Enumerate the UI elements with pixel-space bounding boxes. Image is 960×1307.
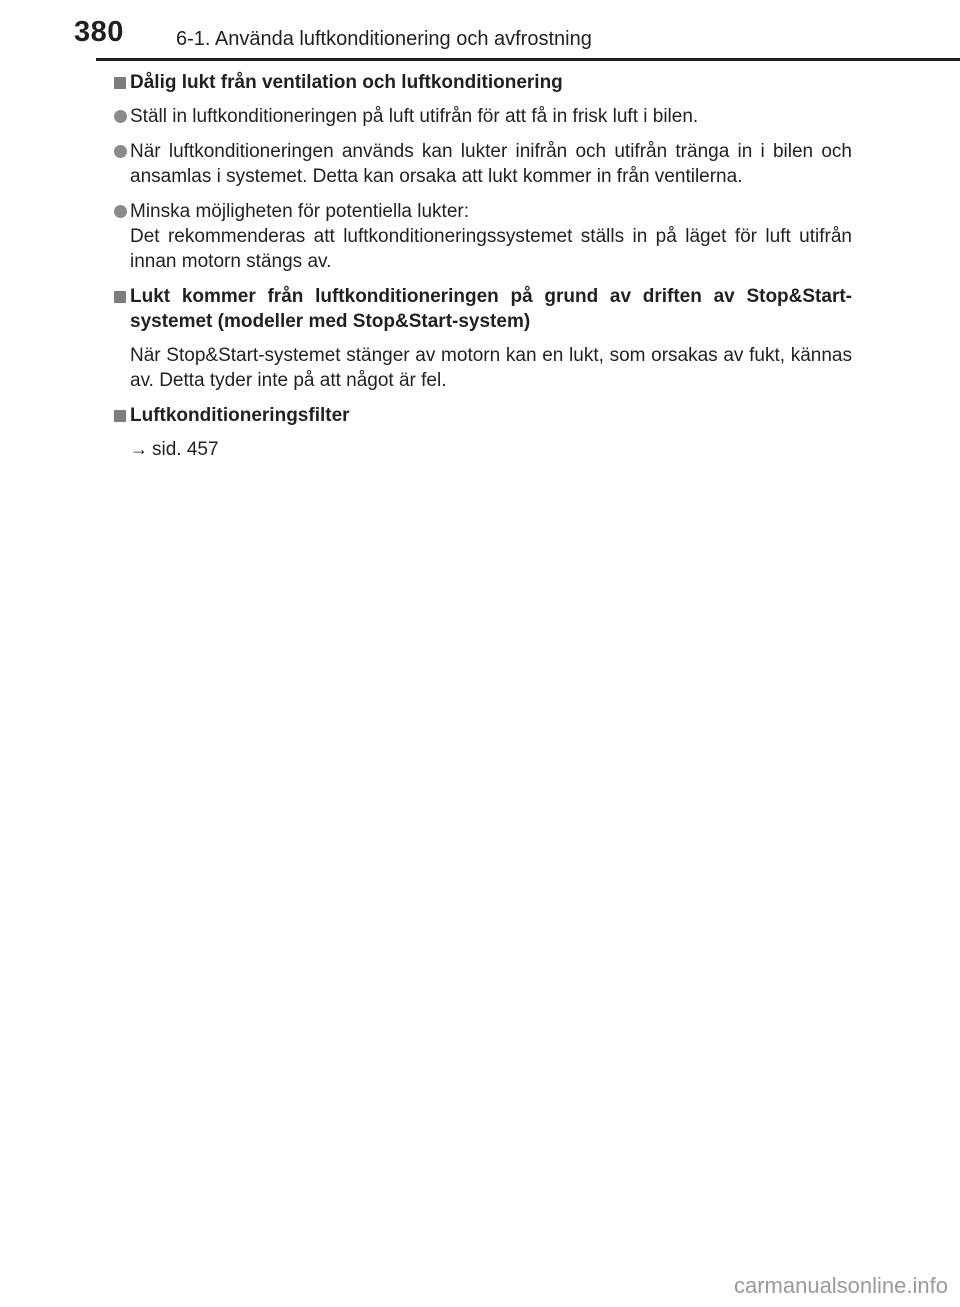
page-number: 380 [74,16,124,48]
bullet-item [112,139,852,189]
page-header [0,0,960,66]
heading-text: Lukt kommer från luftkonditioneringen på grund av driften av Stop&Start-systemet (modeller med Stop&Start-system) [130,286,852,332]
square-bullet-icon [114,291,126,303]
bullet-text: Det rekommenderas att luftkonditioneringssystemet ställs in på läget för luft utifrån innan motorn stängs av. [130,226,852,272]
bullet-text: Ställ in luftkonditioneringen på luft utifrån för att få in frisk luft i bilen. [130,106,699,127]
bullet-text: Minska möjligheten för potentiella lukter: [130,201,470,222]
section-heading-filter [112,403,852,428]
page-reference[interactable] [112,437,852,462]
heading-text: Dålig lukt från ventilation och luftkonditionering [130,72,563,93]
round-bullet-icon [114,145,127,158]
section-paragraph: När Stop&Start-systemet stänger av motorn kan en lukt, som orsakas av fukt, kännas av. Detta tyder inte på att något är fel. [130,345,852,391]
round-bullet-icon [114,205,127,218]
reference-text[interactable]: sid. 457 [152,439,219,460]
watermark-logo: carmanualsonline.info [733,1273,948,1298]
arrow-right-icon: → [130,439,148,459]
section-heading-bad-odor [112,70,852,95]
section-heading-stop-start-odor [112,284,852,334]
header-rule [96,58,960,61]
bullet-item [112,104,852,129]
square-bullet-icon [114,410,126,422]
round-bullet-icon [114,110,127,123]
page-content [112,70,852,472]
section-title: 6-1. Använda luftkonditionering och avfrostning [176,28,592,50]
bullet-item [112,199,852,274]
bullet-text: När luftkonditioneringen används kan lukter inifrån och utifrån tränga in i bilen och ansamlas i systemet. Detta kan orsaka att lukt kommer in från ventilerna. [130,141,852,187]
heading-text: Luftkonditioneringsfilter [130,405,350,426]
square-bullet-icon [114,77,126,89]
